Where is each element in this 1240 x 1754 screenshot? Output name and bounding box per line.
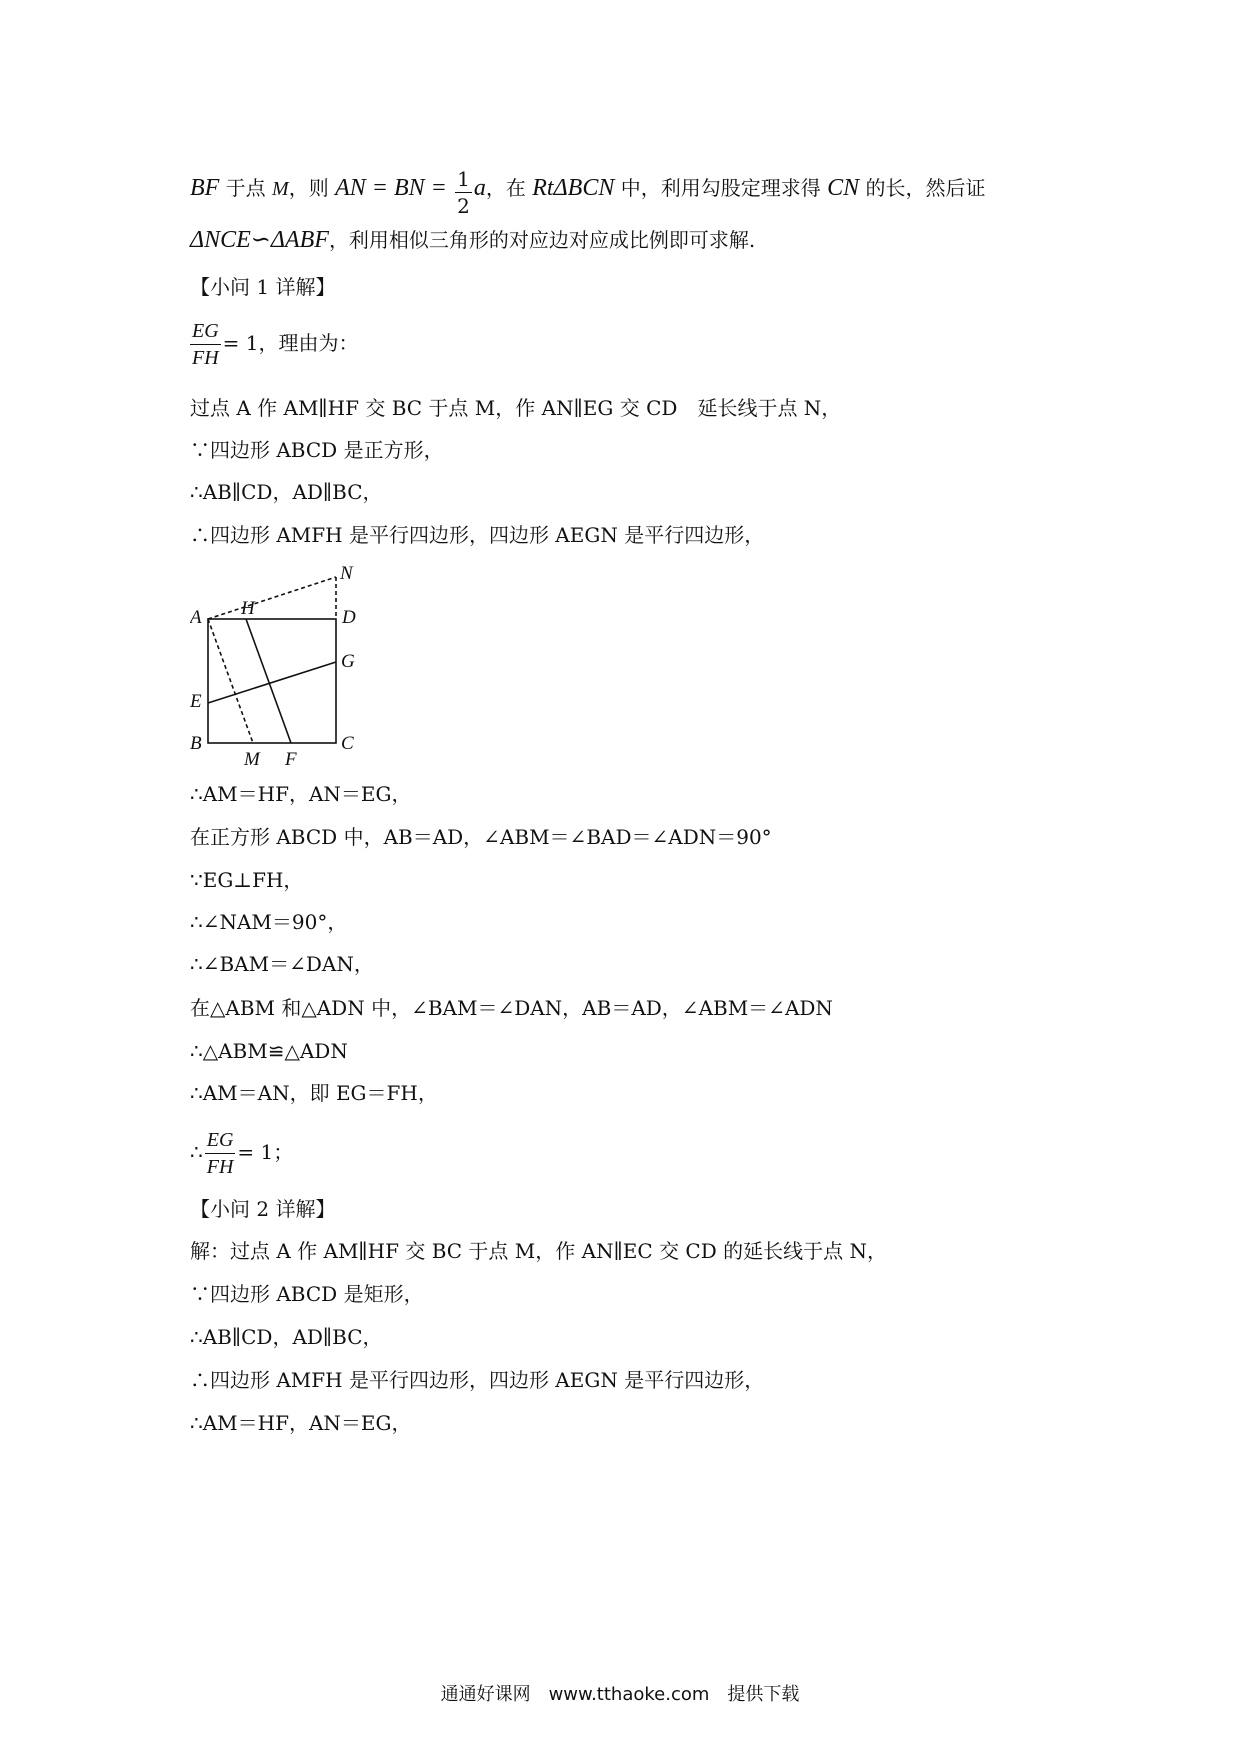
step1-line2: ∵四边形 ABCD 是正方形， [190, 438, 444, 462]
step2-line5: ∴AM＝HF，AN＝EG， [190, 1411, 412, 1435]
heading-part-2: 【小问 2 详解】 [190, 1197, 336, 1221]
fraction-eg-fh-2: $\frac{EG}{FH}$ [206, 1129, 234, 1178]
label-c: C [341, 733, 354, 754]
step1-line7: ∵EG⊥FH， [190, 868, 304, 892]
label-g: G [341, 651, 355, 672]
math-equation: AN = BN = [335, 175, 447, 201]
fraction-eg-fh: $\frac{EG}{FH}$ [192, 320, 219, 369]
step2-line1: 解：过点 A 作 AM∥HF 交 BC 于点 M，作 AN∥EC 交 CD 的延长线于点 N， [190, 1239, 887, 1263]
math-similarity: ΔNCE∽ΔABF [190, 227, 329, 253]
step1-line8: ∴∠NAM＝90°， [190, 910, 348, 934]
label-m: M [244, 749, 260, 770]
segment-eg [208, 662, 336, 703]
label-f: F [285, 749, 297, 770]
step1-line3: ∴AB∥CD，AD∥BC， [190, 480, 383, 504]
step1-line11: ∴△ABM≌△ADN [190, 1039, 348, 1063]
label-h: H [241, 598, 255, 619]
heading-part-1: 【小问 1 详解】 [190, 275, 336, 299]
math-bf: BF [190, 175, 220, 201]
label-a: A [190, 607, 202, 628]
step2-line4: ∴四边形 AMFH 是平行四边形，四边形 AEGN 是平行四边形， [190, 1368, 765, 1392]
segment-hf [246, 619, 291, 743]
fraction-half: $\frac{1}{2}$ [457, 167, 470, 218]
intro-line-1: BF 于点 M，则 AN = BN = $\frac{1}{2}$ a，在 RtΔBCN 中，利用勾股定理求得 CN 的长，然后证 [190, 167, 986, 218]
segment-am-dashed [208, 619, 253, 743]
step2-line3: ∴AB∥CD，AD∥BC， [190, 1325, 383, 1349]
ratio-line-2: ∴ $\frac{EG}{FH}$ = 1； [190, 1129, 294, 1178]
step1-line12: ∴AM＝AN，即 EG＝FH， [190, 1081, 438, 1105]
step1-line6: 在正方形 ABCD 中，AB＝AD，∠ABM＝∠BAD＝∠ADN＝90° [190, 825, 772, 849]
intro-line-2: ΔNCE∽ΔABF，利用相似三角形的对应边对应成比例即可求解. [190, 227, 756, 253]
label-n: N [340, 565, 353, 584]
step1-line9: ∴∠BAM＝∠DAN， [190, 952, 374, 976]
label-e: E [190, 691, 202, 712]
geometry-figure [190, 565, 370, 775]
label-b: B [190, 733, 202, 754]
step1-line5: ∴AM＝HF，AN＝EG， [190, 782, 412, 806]
step2-line2: ∵四边形 ABCD 是矩形， [190, 1282, 424, 1306]
ratio-line-1: $\frac{EG}{FH}$ = 1，理由为： [192, 320, 359, 369]
step1-line1: 过点 A 作 AM∥HF 交 BC 于点 M，作 AN∥EG 交 CD 延长线于点 N， [190, 396, 842, 420]
step1-line4: ∴四边形 AMFH 是平行四边形，四边形 AEGN 是平行四边形， [190, 523, 765, 547]
segment-an-dashed [208, 577, 336, 619]
footer-watermark: 通通好课网 www.tthaoke.com 提供下载 [440, 1684, 800, 1705]
square-abcd [208, 619, 336, 743]
step1-line10: 在△ABM 和△ADN 中，∠BAM＝∠DAN，AB＝AD，∠ABM＝∠ADN [190, 996, 833, 1020]
label-d: D [342, 607, 356, 628]
